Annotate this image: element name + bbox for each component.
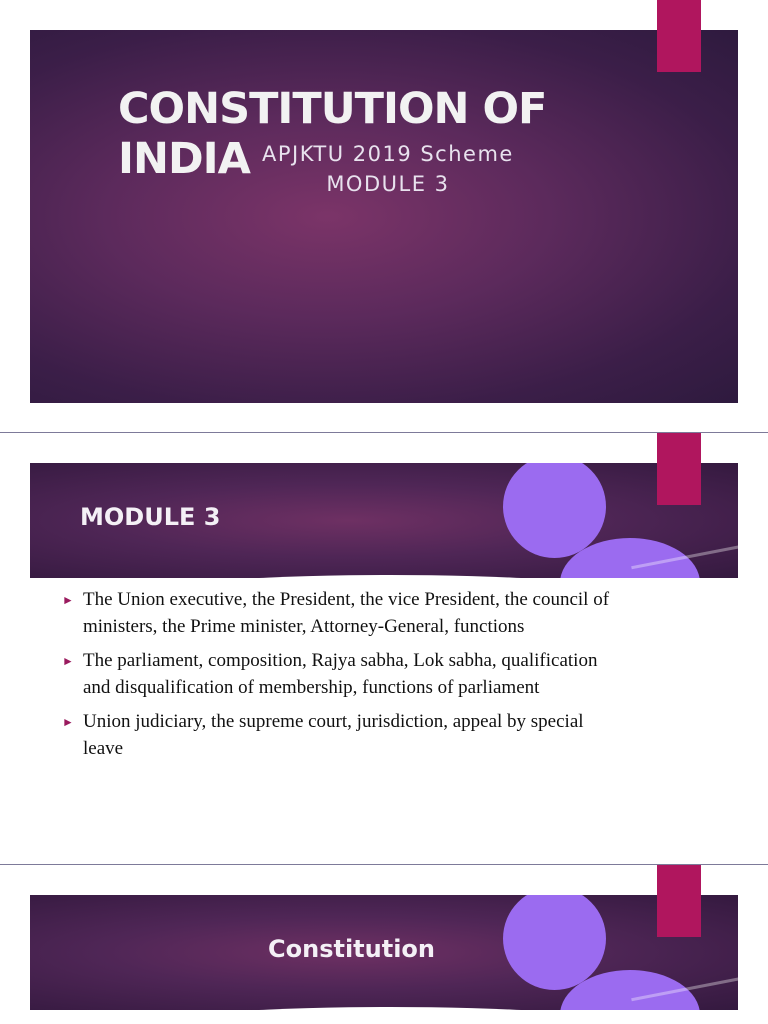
accent-tab	[657, 865, 701, 937]
bullet-list	[62, 587, 622, 770]
title-line-2: INDIA	[118, 134, 250, 184]
slide-heading: Constitution	[268, 935, 436, 963]
accent-tab	[657, 0, 701, 72]
subtitle-line-1: APJKTU 2019 Scheme	[262, 142, 514, 166]
bullet-text: The Union executive, the President, the vice President, the council of ministers, the Prime minister, Attorney-General, functions	[83, 589, 610, 637]
decor-circle	[503, 463, 606, 558]
accent-tab	[657, 433, 701, 505]
decor-circle	[503, 895, 606, 990]
slide-title	[0, 0, 768, 432]
bullet-text: The parliament, composition, Rajya sabha, Lok sabha, qualification and disqualification of membership, functions of parliament	[83, 650, 598, 698]
list-item	[62, 709, 622, 762]
bullet-text: Union judiciary, the supreme court, jurisdiction, appeal by special leave	[83, 711, 584, 759]
subtitle-line-2: MODULE 3	[326, 172, 450, 196]
slide-heading: MODULE 3	[80, 503, 221, 531]
triangle-right-icon: ►	[62, 593, 74, 607]
list-item	[62, 587, 622, 640]
slide-module	[0, 433, 768, 864]
list-item	[62, 648, 622, 701]
triangle-right-icon: ►	[62, 654, 74, 668]
slide-subtitle	[262, 139, 514, 199]
title-line-1: CONSTITUTION OF	[118, 84, 547, 134]
slide-constitution	[0, 865, 768, 1024]
triangle-right-icon: ►	[62, 715, 74, 729]
